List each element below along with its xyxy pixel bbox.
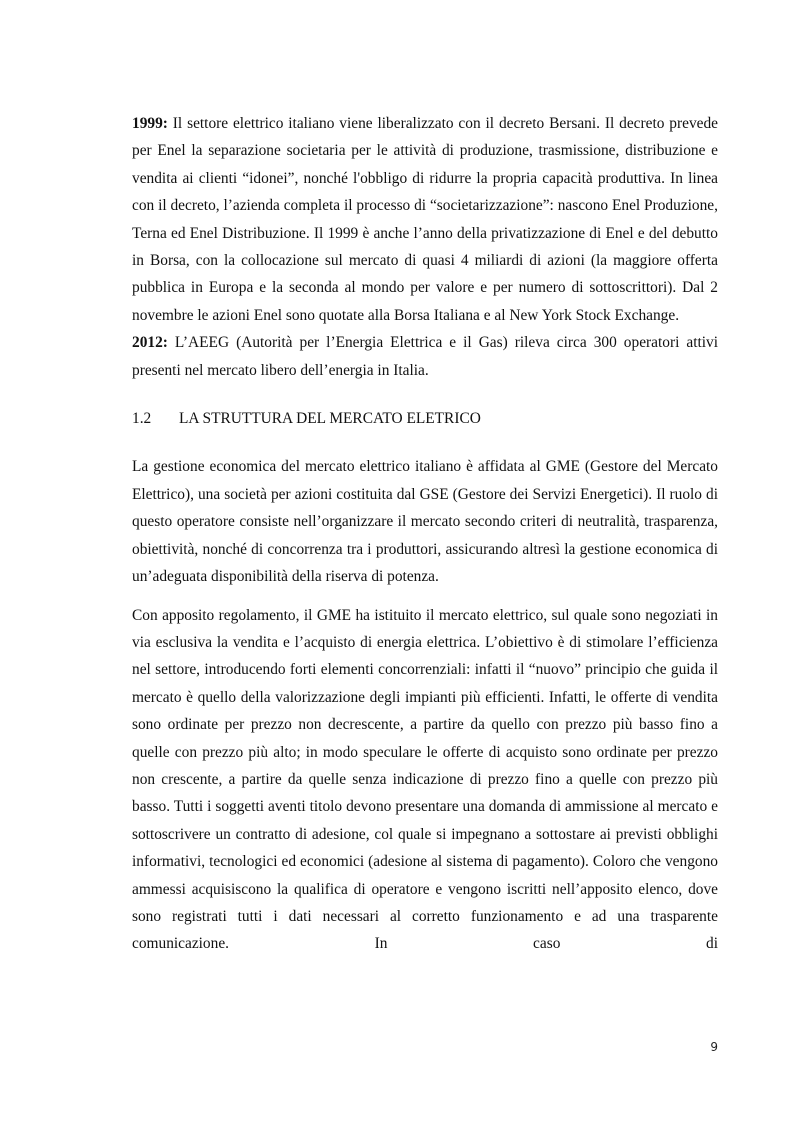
section-heading <box>132 405 718 432</box>
timeline-text: L’AEEG (Autorità per l’Energia Elettrica e il Gas) rileva circa 300 operatori attivi presenti nel mercato libero dell’energia in Italia. <box>132 334 718 379</box>
timeline-entry-2012 <box>132 329 718 384</box>
body-paragraph: Con apposito regolamento, il GME ha istituito il mercato elettrico, sul quale sono negoziati in via esclusiva la vendita e l’acquisto di energia elettrica. L’obiettivo è di stimolare l’efficienza nel settore, introducendo forti elementi concorrenziali: infatti il “nuovo” principio che guida il mercato è quello della valorizzazione degli impianti più efficienti. Infatti, le offerte di vendita sono ordinate per prezzo non decrescente, a partire da quello con prezzo più basso fino a quelle con prezzo più alto; in modo speculare le offerte di acquisto sono ordinate per prezzo non crescente, a partire da quelle senza indicazione di prezzo fino a quelle con prezzo più basso. Tutti i soggetti aventi titolo devono presentare una domanda di ammissione al mercato e sottoscrivere un contratto di adesione, col quale si impegnano a sottostare ai previsti obblighi informativi, tecnologici ed economici (adesione al sistema di pagamento). Coloro che vengono ammessi acquisiscono la qualifica di operatore e vengono iscritti nell’apposito elenco, dove sono registrati tutti i dati necessari al corretto funzionamento e ad una trasparente comunicazione. In caso di <box>132 606 718 953</box>
section-number: 1.2 <box>132 410 152 428</box>
timeline-entry-1999 <box>132 110 718 329</box>
page-number: 9 <box>710 1040 718 1054</box>
section-title: LA STRUTTURA DEL MERCATO ELETRICO <box>179 410 481 428</box>
body-paragraph: La gestione economica del mercato elettrico italiano è affidata al GME (Gestore del Mercato Elettrico), una società per azioni costituita dal GSE (Gestore dei Servizi Energetici). Il ruolo di questo operatore consiste nell’organizzare il mercato secondo criteri di neutralità, trasparenza, obiettività, nonché di concorrenza tra i produttori, assicurando altresì la gestione economica di un’adeguata disponibilità della riserva di potenza. <box>132 458 718 586</box>
timeline-year: 1999: <box>132 115 168 132</box>
document-page <box>132 110 718 958</box>
timeline-year: 2012: <box>132 334 168 352</box>
timeline-text: Il settore elettrico italiano viene liberalizzato con il decreto Bersani. Il decreto prevede per Enel la separazione societaria per le attività di produzione, trasmissione, distribuzione e vendita ai clienti “idonei”, nonché l'obbligo di ridurre la propria capacità produttiva. In linea con il decreto, l’azienda completa il processo di “societarizzazione”: nascono Enel Produzione, Terna ed Enel Distribuzione. Il 1999 è anche l’anno della privatizzazione di Enel e del debutto in Borsa, con la collocazione sul mercato di quasi 4 miliardi di azioni (la maggiore offerta pubblica in Europa e la seconda al mondo per valore e per numero di sottoscrittori). Dal 2 novembre le azioni Enel sono quotate alla Borsa Italiana e al New York Stock Exchange. <box>132 115 718 324</box>
